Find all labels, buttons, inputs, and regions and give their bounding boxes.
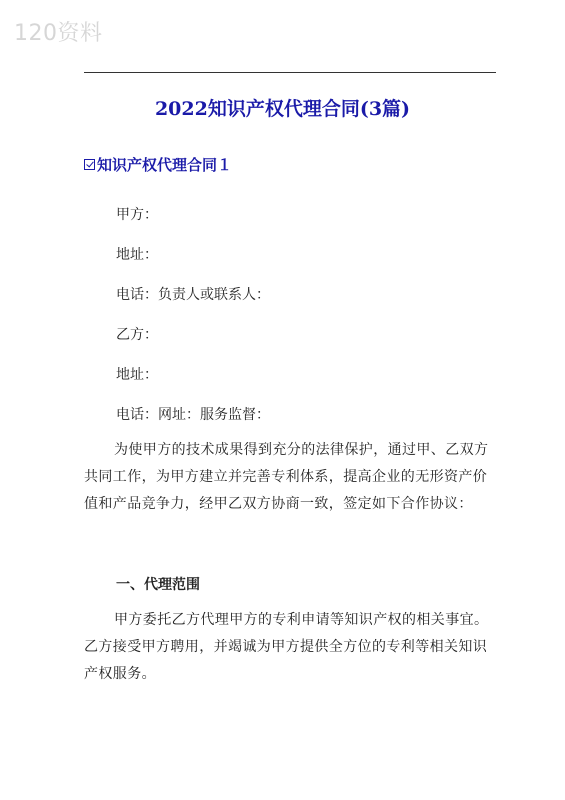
clause-heading: 一、代理范围: [116, 577, 200, 593]
party-b-address-label: 地址：: [116, 367, 158, 383]
watermark: 120资料: [14, 21, 103, 46]
checkbox-icon: [84, 159, 95, 170]
party-a-address-label: 地址：: [116, 247, 158, 263]
clause-paragraph: 甲方委托乙方代理甲方的专利申请等知识产权的相关事宜。乙方接受甲方聘用，并竭诚为甲方提供全方位的专利等相关知识产权服务。: [84, 612, 489, 682]
section-heading: [84, 154, 232, 175]
party-a-label: 甲方：: [116, 207, 158, 223]
intro-paragraph: 为使甲方的技术成果得到充分的法律保护，通过甲、乙双方共同工作，为甲方建立并完善专利体系，提高企业的无形资产价值和产品竞争力，经甲乙双方协商一致，签定如下合作协议：: [84, 442, 489, 512]
party-a-phone-label: 电话：负责人或联系人：: [116, 287, 270, 303]
document-title: 2022知识产权代理合同(3篇): [154, 98, 411, 120]
section-heading-text: 知识产权代理合同１: [97, 156, 233, 174]
header-rule: [84, 72, 496, 73]
party-b-phone-label: 电话：网址：服务监督：: [116, 407, 270, 423]
party-b-label: 乙方：: [116, 327, 158, 343]
